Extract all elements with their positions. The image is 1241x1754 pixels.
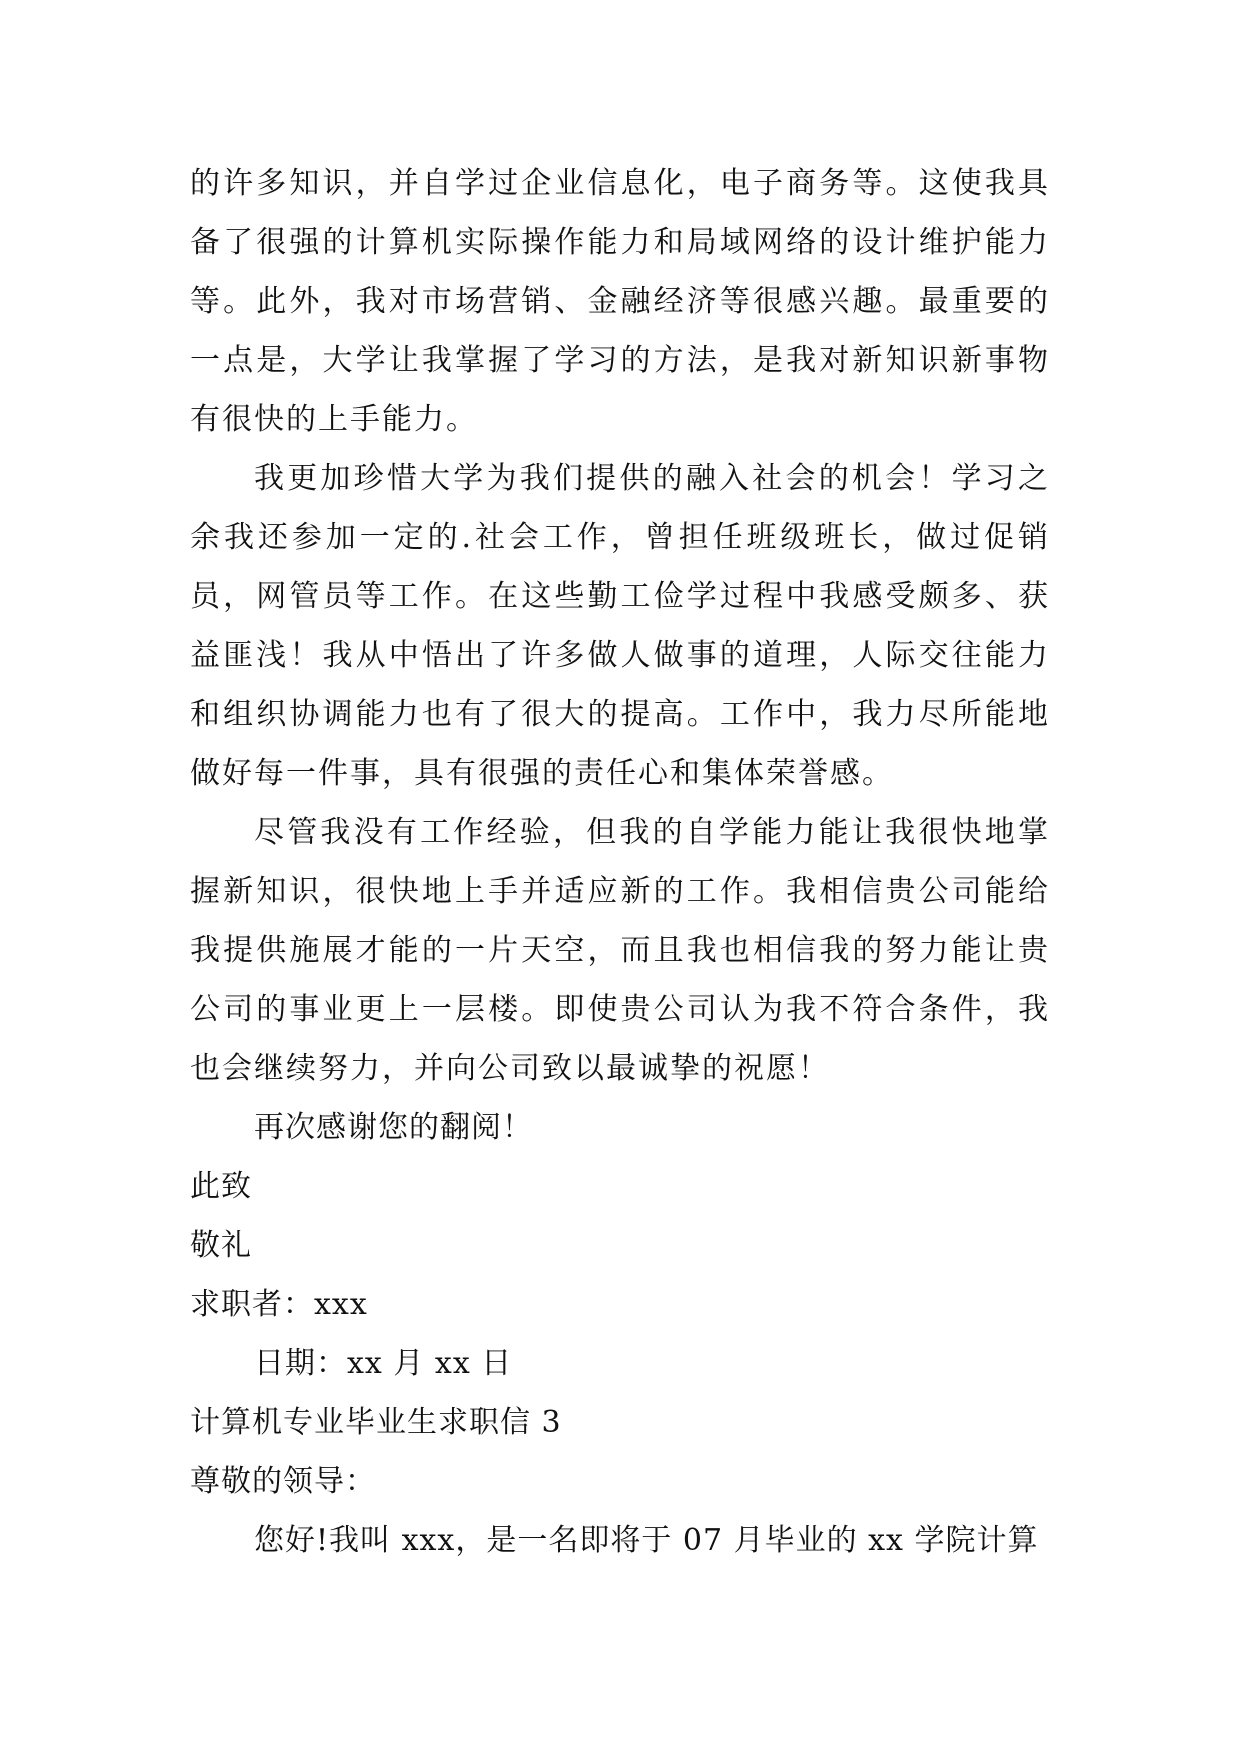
salutation-line: 尊敬的领导： — [190, 1464, 376, 1499]
date-line: 日期：xx 月 xx 日 — [254, 1346, 513, 1381]
signature-line: 求职者：xxx — [190, 1287, 368, 1322]
closing-line-2: 敬礼 — [190, 1228, 252, 1263]
thanks-line: 再次感谢您的翻阅！ — [254, 1110, 533, 1145]
closing-line-1: 此致 — [190, 1169, 252, 1204]
paragraph-skills: 的许多知识，并自学过企业信息化，电子商务等。这使我具备了很强的计算机实际操作能力和局域网络的设计维护能力等。此外，我对市场营销、金融经济等很感兴趣。最重要的一点是，大学让我掌握了学习的方法，是我对新知识新事物有很快的上手能力。 — [190, 166, 1050, 437]
document-body — [190, 154, 1050, 1570]
section-title: 计算机专业毕业生求职信 3 — [190, 1405, 562, 1440]
paragraph-social-work: 我更加珍惜大学为我们提供的融入社会的机会！学习之余我还参加一定的.社会工作，曾担任班级班长，做过促销员，网管员等工作。在这些勤工俭学过程中我感受颇多、获益匪浅！我从中悟出了许多做人做事的道理，人际交往能力和组织协调能力也有了很大的提高。工作中，我力尽所能地做好每一件事，具有很强的责任心和集体荣誉感。 — [190, 461, 1050, 791]
intro-line: 您好!我叫 xxx，是一名即将于 07 月毕业的 xx 学院计算 — [254, 1523, 1039, 1558]
paragraph-experience: 尽管我没有工作经验，但我的自学能力能让我很快地掌握新知识，很快地上手并适应新的工作。我相信贵公司能给我提供施展才能的一片天空，而且我也相信我的努力能让贵公司的事业更上一层楼。即使贵公司认为我不符合条件，我也会继续努力，并向公司致以最诚挚的祝愿！ — [190, 815, 1050, 1086]
